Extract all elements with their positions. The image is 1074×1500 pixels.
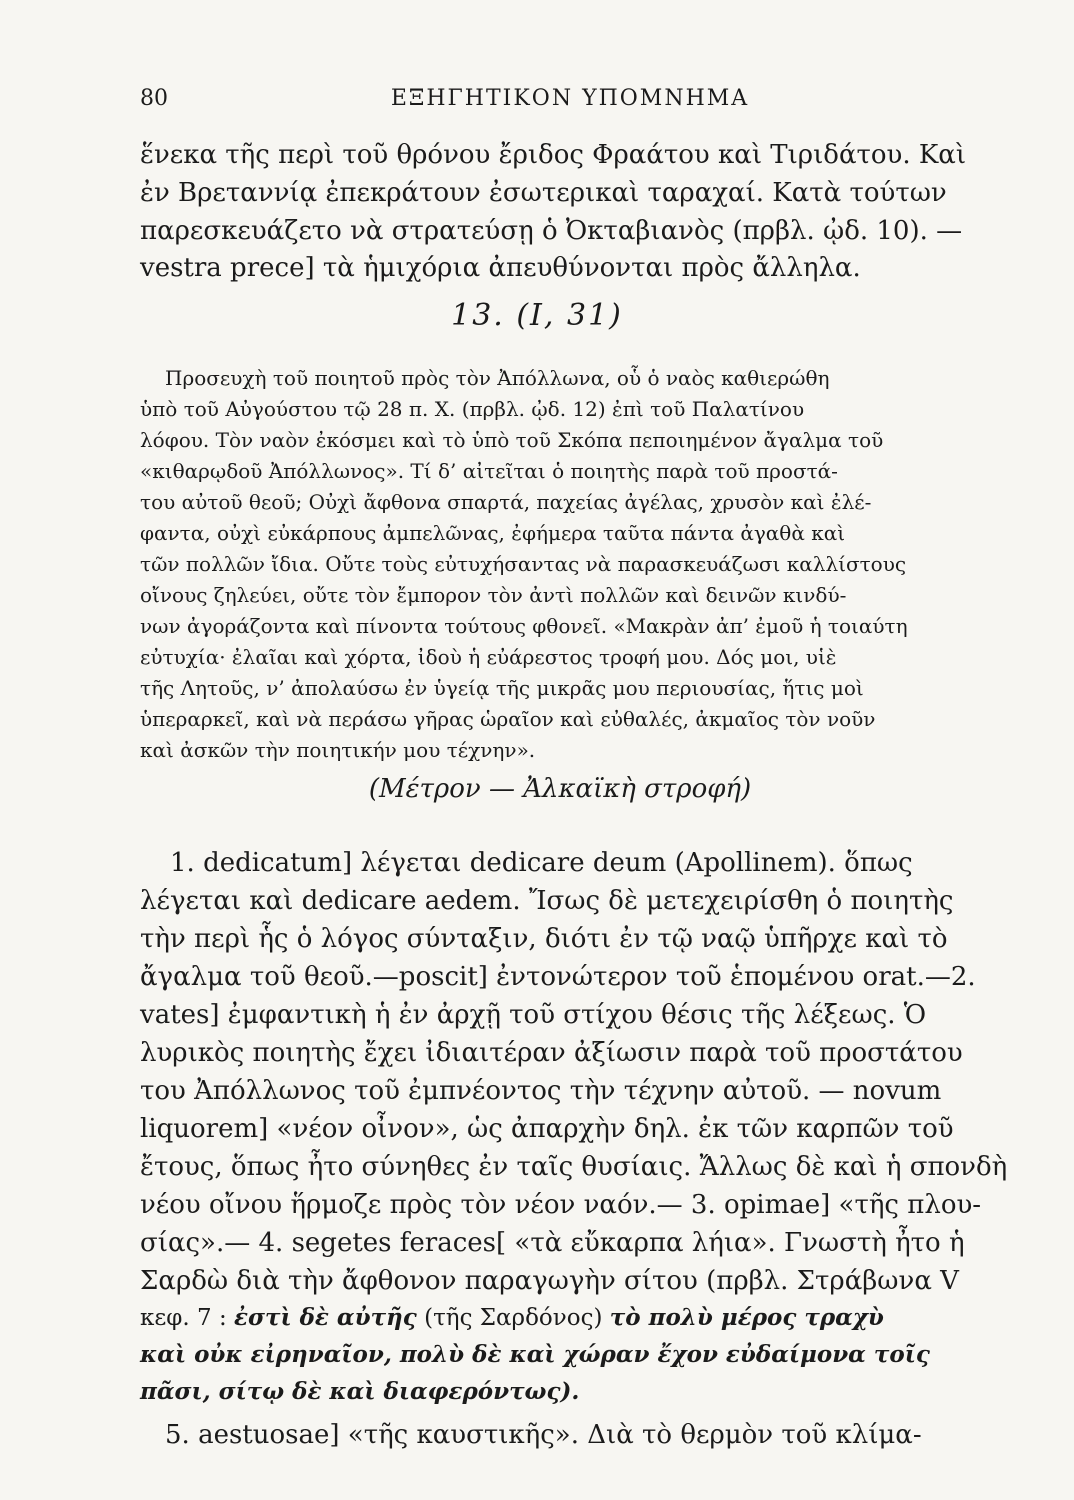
commentary-line-5: vates] ἐμφαντικὴ ἡ ἐν ἀρχῇ τοῦ στίχου θέσις τῆς λέξεως. Ὁ (140, 1000, 927, 1030)
quote-part-1: ἐστὶ δὲ αὐτῆς (234, 1304, 417, 1331)
summary-line-2: ὑπὸ τοῦ Αὐγούστου τῷ 28 π. Χ. (πρβλ. ᾠδ. 12) ἐπὶ τοῦ Παλατίνου (140, 397, 805, 421)
intro-line-3: παρεσκευάζετο νὰ στρατεύσῃ ὁ Ὀκταβιανὸς (πρβλ. ᾠδ. 10). — (140, 216, 963, 246)
commentary-line-4: ἄγαλμα τοῦ θεοῦ.—poscit] ἐντονώτερον τοῦ ἑπομένου orat.—2. (140, 962, 976, 992)
intro-line-2: ἐν Βρεταννίᾳ ἐπεκράτουν ἐσωτερικαὶ ταραχαί. Κατὰ τούτων (140, 178, 947, 208)
summary-line-7: τῶν πολλῶν ἴδια. Οὔτε τοὺς εὐτυχήσαντας νὰ παρασκευάζωσι καλλίστους (140, 552, 907, 576)
summary-line-12: ὑπεραρκεῖ, καὶ νὰ περάσω γῆρας ὡραῖον καὶ εὐθαλές, ἀκμαῖος τὸν νοῦν (140, 707, 876, 731)
summary-line-9: νων ἀγοράζοντα καὶ πίνοντα τούτους φθονεῖ. «Μακρὰν ἀπ’ ἐμοῦ ἡ τοιαύτη (140, 614, 908, 638)
quote-middle: (τῆς Σαρδόνος) (424, 1305, 603, 1331)
commentary-line-11: σίας».— 4. segetes feraces[ «τὰ εὔκαρπα λήια». Γνωστὴ ἦτο ἡ (140, 1228, 965, 1258)
commentary-line-9: ἔτους, ὅπως ἦτο σύνηθες ἐν ταῖς θυσίαις. Ἄλλως δὲ καὶ ἡ σπονδὴ (140, 1152, 1008, 1182)
commentary-line-1: 1. dedicatum] λέγεται dedicare deum (Apollinem). ὅπως (170, 848, 913, 878)
page-number: 80 (140, 86, 168, 111)
intro-line-1: ἕνεκα τῆς περὶ τοῦ θρόνου ἔριδος Φραάτου καὶ Τιριδάτου. Καὶ (140, 140, 967, 170)
quote-line-2: καὶ οὐκ εἰρηναῖον, πολὺ δὲ καὶ χώραν ἔχον εὐδαίμονα τοῖς (140, 1341, 930, 1368)
meter-heading: (Μέτρον — Ἀλκαϊκὴ στροφή) (368, 774, 752, 804)
summary-line-13: καὶ ἀσκῶν τὴν ποιητικήν μου τέχνην». (140, 738, 536, 762)
summary-line-4: «κιθαρῳδοῦ Ἀπόλλωνος». Τί δ’ αἰτεῖται ὁ ποιητὴς παρὰ τοῦ προστά- (140, 459, 838, 483)
page-header (140, 86, 1000, 122)
last-line: 5. aestuosae] «τῆς καυστικῆς». Διὰ τὸ θερμὸν τοῦ κλίμα- (165, 1420, 922, 1450)
summary-line-5: του αὐτοῦ θεοῦ; Οὐχὶ ἄφθονα σπαρτά, παχείας ἀγέλας, χρυσὸν καὶ ἐλέ- (140, 490, 872, 514)
quote-line-1 (140, 1304, 990, 1331)
running-title: ΕΞΗΓΗΤΙΚΟΝ ΥΠΟΜΝΗΜΑ (390, 86, 750, 111)
quote-prefix: κεφ. 7 : (140, 1305, 227, 1331)
commentary-line-7: του Ἀπόλλωνος τοῦ ἐμπνέοντος τὴν τέχνην αὐτοῦ. — novum (140, 1076, 942, 1106)
quote-part-2: τὸ πολὺ μέρος τραχὺ (609, 1304, 884, 1331)
commentary-line-2: λέγεται καὶ dedicare aedem. Ἴσως δὲ μετεχειρίσθη ὁ ποιητὴς (140, 886, 954, 916)
ode-heading: 13. (I, 31) (451, 298, 623, 333)
summary-line-3: λόφου. Τὸν ναὸν ἐκόσμει καὶ τὸ ὑπὸ τοῦ Σκόπα πεποιημένον ἄγαλμα τοῦ (140, 428, 884, 452)
summary-line-10: εὐτυχία· ἐλαῖαι καὶ χόρτα, ἰδοὺ ἡ εὐάρεστος τροφή μου. Δός μοι, υἱὲ (140, 645, 837, 669)
summary-line-8: οἴνους ζηλεύει, οὔτε τὸν ἔμπορον τὸν ἀντὶ πολλῶν καὶ δεινῶν κινδύ- (140, 583, 847, 607)
intro-line-4: vestra prece] τὰ ἡμιχόρια ἀπευθύνονται πρὸς ἄλληλα. (140, 253, 861, 283)
summary-line-1: Προσευχὴ τοῦ ποιητοῦ πρὸς τὸν Ἀπόλλωνα, οὗ ὁ ναὸς καθιερώθη (165, 366, 830, 390)
commentary-line-12: Σαρδὼ διὰ τὴν ἄφθονον παραγωγὴν σίτου (πρβλ. Στράβωνα V (140, 1266, 959, 1296)
commentary-line-6: λυρικὸς ποιητὴς ἔχει ἰδιαιτέραν ἀξίωσιν παρὰ τοῦ προστάτου (140, 1038, 963, 1068)
commentary-line-8: liquorem] «νέον οἶνον», ὡς ἀπαρχὴν δηλ. ἐκ τῶν καρπῶν τοῦ (140, 1114, 954, 1144)
quote-line-3: πᾶσι, σίτῳ δὲ καὶ διαφερόντως). (140, 1378, 580, 1405)
commentary-line-10: νέου οἴνου ἥρμοζε πρὸς τὸν νέον ναόν.— 3. opimae] «τῆς πλου- (140, 1190, 982, 1220)
summary-line-6: φαντα, οὐχὶ εὐκάρπους ἀμπελῶνας, ἐφήμερα ταῦτα πάντα ἀγαθὰ καὶ (140, 521, 846, 545)
commentary-line-3: τὴν περὶ ἧς ὁ λόγος σύνταξιν, διότι ἐν τῷ ναῷ ὑπῆρχε καὶ τὸ (140, 924, 948, 954)
summary-line-11: τῆς Λητοῦς, ν’ ἀπολαύσω ἐν ὑγείᾳ τῆς μικρᾶς μου περιουσίας, ἥτις μοὶ (140, 676, 864, 700)
